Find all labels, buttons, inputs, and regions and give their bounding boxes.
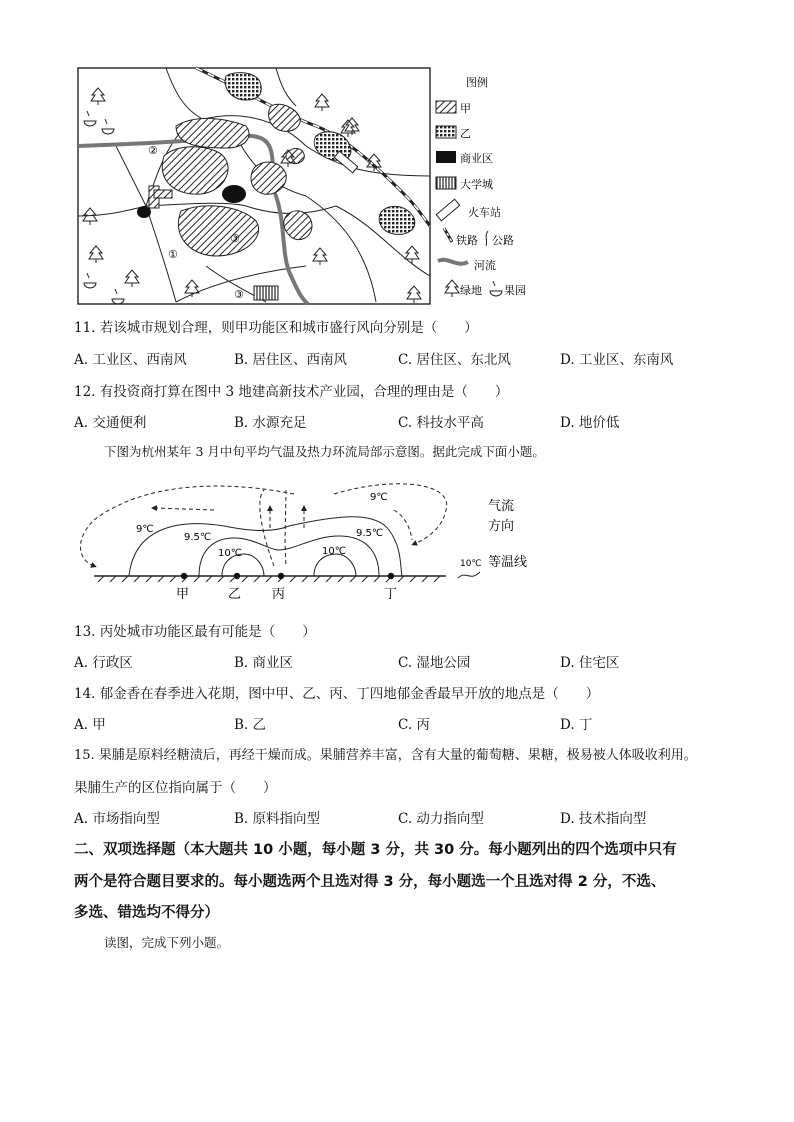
q12-option-d[interactable]: D. 地价低 bbox=[560, 415, 620, 431]
airflow-label-2: 方向 bbox=[488, 519, 515, 534]
temp-9-left: 9℃ bbox=[136, 524, 154, 535]
city-map-figure bbox=[76, 66, 548, 308]
q13-option-d[interactable]: D. 住宅区 bbox=[560, 655, 620, 671]
q11-option-a[interactable]: A. 工业区、西南风 bbox=[74, 352, 187, 368]
temp-95-left: 9.5℃ bbox=[184, 532, 212, 543]
q14-option-a[interactable]: A. 甲 bbox=[74, 717, 106, 733]
legend-commercial: 商业区 bbox=[460, 152, 493, 165]
q11-stem: 11. 若该城市规划合理，则甲功能区和城市盛行风向分别是（ ） bbox=[74, 320, 478, 336]
q15-option-d[interactable]: D. 技术指向型 bbox=[560, 811, 647, 827]
q14-option-c[interactable]: C. 丙 bbox=[398, 717, 430, 733]
q14-option-b[interactable]: B. 乙 bbox=[234, 717, 267, 733]
legend-river: 河流 bbox=[474, 259, 496, 272]
legend-station: 火车站 bbox=[468, 206, 501, 219]
commercial-center bbox=[222, 185, 246, 203]
legend-greenland: 绿地 bbox=[460, 284, 482, 297]
intro-thermal: 下图为杭州某年 3 月中旬平均气温及热力环流局部示意图。据此完成下面小题。 bbox=[104, 444, 545, 459]
legend-university: 大学城 bbox=[460, 178, 493, 191]
legend-road: 公路 bbox=[492, 234, 514, 247]
q11-option-c[interactable]: C. 居住区、东北风 bbox=[398, 352, 511, 368]
point-ding: 丁 bbox=[384, 587, 398, 602]
q13-stem: 13. 丙处城市功能区最有可能是（ ） bbox=[74, 624, 316, 640]
section2-line2: 两个是符合题目要求的。每小题选两个且选对得 3 分，每小题选一个且选对得 2 分，不选、 bbox=[74, 874, 666, 890]
q13-option-b[interactable]: B. 商业区 bbox=[234, 655, 294, 671]
q12-option-b[interactable]: B. 水源充足 bbox=[234, 415, 307, 431]
q12-stem: 12. 有投资商打算在图中 3 地建高新技术产业园，合理的理由是（ ） bbox=[74, 384, 509, 400]
airflow-label-1: 气流 bbox=[488, 499, 515, 514]
point-jia: 甲 bbox=[176, 587, 190, 602]
q12-option-a[interactable]: A. 交通便利 bbox=[74, 415, 147, 431]
legend-orchard: 果园 bbox=[504, 284, 526, 297]
temp-10-left: 10℃ bbox=[218, 548, 242, 559]
legend-railway: 铁路 bbox=[456, 234, 478, 247]
q14-stem: 14. 郁金香在春季进入花期，图中甲、乙、丙、丁四地郁金香最早开放的地点是（ ） bbox=[74, 686, 600, 702]
section2-line1: 二、双项选择题（本大题共 10 小题，每小题 3 分，共 30 分。每小题列出的四个选项中只有 bbox=[74, 842, 677, 858]
q13-option-c[interactable]: C. 湿地公园 bbox=[398, 655, 471, 671]
q15-stem-line2: 果脯生产的区位指向属于（ ） bbox=[74, 780, 277, 796]
q15-option-b[interactable]: B. 原料指向型 bbox=[234, 811, 321, 827]
map-label-2: ② bbox=[148, 144, 158, 157]
q14-option-d[interactable]: D. 丁 bbox=[560, 717, 593, 733]
map-label-3b: ③ bbox=[234, 288, 244, 301]
q15-stem-line1: 15. 果脯是原料经糖渍后，再经干燥而成。果脯营养丰富，含有大量的葡萄糖、果糖，极易被人体吸收利用。 bbox=[74, 748, 697, 763]
point-yi: 乙 bbox=[228, 587, 242, 602]
point-bing: 丙 bbox=[272, 587, 286, 602]
temp-95-right: 9.5℃ bbox=[356, 528, 384, 539]
q12-option-c[interactable]: C. 科技水平高 bbox=[398, 415, 484, 431]
temp-10-right: 10℃ bbox=[322, 546, 346, 557]
isotherm-label: 等温线 bbox=[488, 555, 528, 570]
q11-option-b[interactable]: B. 居住区、西南风 bbox=[234, 352, 348, 368]
temp-9-right: 9℃ bbox=[370, 492, 388, 503]
legend-jia: 甲 bbox=[460, 102, 471, 115]
intro-read-figure: 读图，完成下列小题。 bbox=[104, 935, 230, 950]
q15-option-a[interactable]: A. 市场指向型 bbox=[74, 811, 160, 827]
q15-option-c[interactable]: C. 动力指向型 bbox=[398, 811, 484, 827]
map-label-1: ① bbox=[168, 248, 178, 261]
q13-option-a[interactable]: A. 行政区 bbox=[74, 655, 133, 671]
map-label-3: ③ bbox=[230, 232, 240, 245]
section2-line3: 多选、错选均不得分） bbox=[74, 905, 219, 921]
q11-option-d[interactable]: D. 工业区、东南风 bbox=[560, 352, 674, 368]
thermal-circulation-diagram bbox=[74, 470, 564, 606]
temp-10-legend: 10℃ bbox=[460, 559, 482, 569]
legend-yi: 乙 bbox=[460, 127, 471, 140]
legend-title: 图例 bbox=[466, 76, 488, 89]
